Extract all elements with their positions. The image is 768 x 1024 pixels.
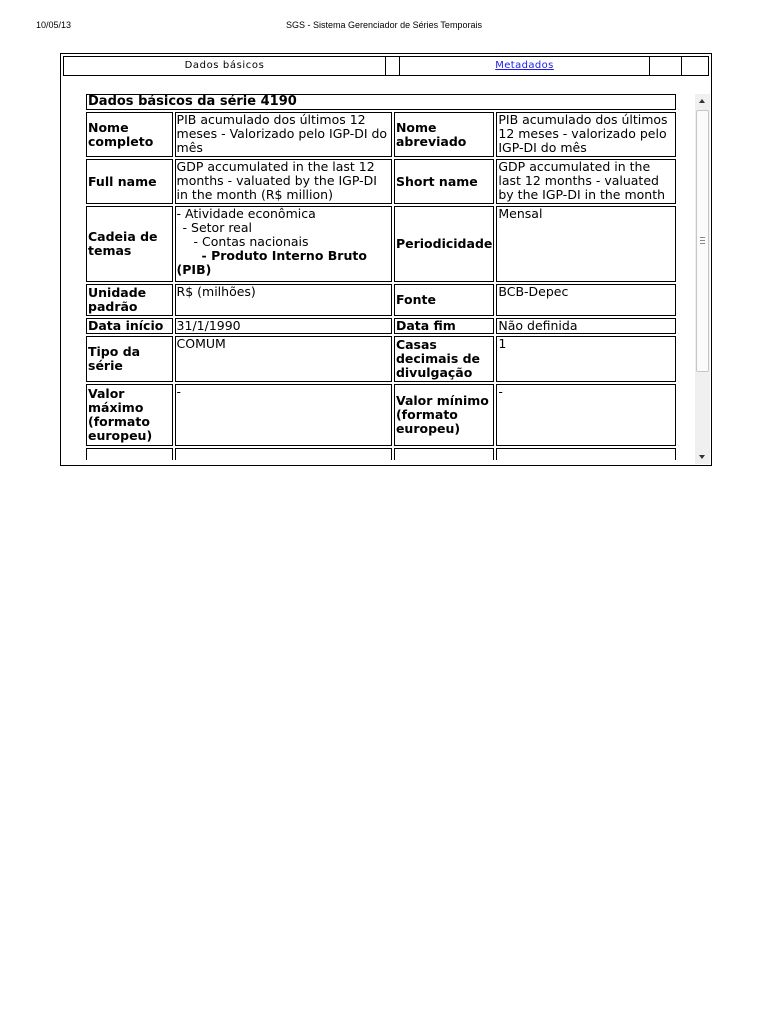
table-row	[86, 206, 676, 282]
grip-icon	[700, 237, 705, 244]
print-date: 10/05/13	[36, 20, 72, 30]
table-row	[86, 112, 676, 157]
value-nome-abreviado: PIB acumulado dos últimos 12 meses - valorizado pelo IGP-DI do mês	[496, 112, 676, 157]
scroll-down-arrow-icon[interactable]	[695, 450, 710, 464]
tema-level-3: - Contas nacionais	[193, 234, 309, 249]
value-valor-maximo: -	[175, 384, 392, 446]
table-row	[86, 159, 676, 204]
value-cadeia-temas	[175, 206, 392, 282]
tema-level-1: - Atividade econômica	[176, 206, 316, 221]
table-cell	[86, 448, 173, 460]
value-fonte: BCB-Depec	[496, 284, 676, 316]
tab-metadados[interactable]	[400, 57, 650, 75]
value-data-inicio: 31/1/1990	[175, 318, 392, 334]
tab-spacer	[386, 57, 400, 75]
value-nome-completo: PIB acumulado dos últimos 12 meses - Valorizado pelo IGP-DI do mês	[175, 112, 392, 157]
series-basic-data-table	[86, 94, 678, 460]
scrollbar-thumb[interactable]	[696, 110, 709, 372]
label-data-inicio: Data início	[86, 318, 173, 334]
table-row	[86, 94, 676, 110]
value-data-fim: Não definida	[496, 318, 676, 334]
table-cell	[175, 448, 392, 460]
label-full-name: Full name	[86, 159, 173, 204]
label-tipo-serie: Tipo da série	[86, 336, 173, 382]
tema-level-4: - Produto Interno Bruto	[201, 248, 367, 263]
label-valor-minimo: Valor mínimo (formato europeu)	[394, 384, 494, 446]
value-short-name: GDP accumulated in the last 12 months - valuated by the IGP-DI in the month	[496, 159, 676, 204]
table-cell	[394, 448, 494, 460]
label-casas-decimais: Casas decimais de divulgação	[394, 336, 494, 382]
series-frame	[60, 53, 712, 466]
table-row	[86, 384, 676, 446]
scroll-up-arrow-icon[interactable]	[695, 94, 710, 108]
label-valor-maximo: Valor máximo (formato europeu)	[86, 384, 173, 446]
label-fonte: Fonte	[394, 284, 494, 316]
table-row	[86, 284, 676, 316]
table-title: Dados básicos da série 4190	[86, 94, 676, 110]
table-row	[86, 336, 676, 382]
table-row	[86, 448, 676, 460]
label-nome-abreviado: Nome abreviado	[394, 112, 494, 157]
tema-level-2: - Setor real	[182, 220, 253, 235]
tab-dados-basicos[interactable]: Dados básicos	[64, 57, 386, 75]
value-valor-minimo: -	[496, 384, 676, 446]
tab-spacer	[650, 57, 682, 75]
table-cell	[496, 448, 676, 460]
value-tipo-serie: COMUM	[175, 336, 392, 382]
value-casas-decimais: 1	[496, 336, 676, 382]
value-periodicidade: Mensal	[496, 206, 676, 282]
table-row	[86, 318, 676, 334]
label-data-fim: Data fim	[394, 318, 494, 334]
tab-bar	[63, 56, 709, 76]
tema-level-4-cont: (PIB)	[176, 262, 212, 277]
label-periodicidade: Periodicidade	[394, 206, 494, 282]
tab-spacer	[682, 57, 708, 75]
label-unidade: Unidade padrão	[86, 284, 173, 316]
label-short-name: Short name	[394, 159, 494, 204]
value-full-name: GDP accumulated in the last 12 months - valuated by the IGP-DI in the month (R$ million)	[175, 159, 392, 204]
print-page-title: SGS - Sistema Gerenciador de Séries Temporais	[286, 20, 482, 30]
metadados-link[interactable]: Metadados	[495, 60, 554, 71]
series-scroll-area[interactable]	[86, 94, 680, 460]
value-unidade: R$ (milhões)	[175, 284, 392, 316]
vertical-scrollbar[interactable]	[695, 94, 710, 464]
label-nome-completo: Nome completo	[86, 112, 173, 157]
label-cadeia-temas: Cadeia de temas	[86, 206, 173, 282]
